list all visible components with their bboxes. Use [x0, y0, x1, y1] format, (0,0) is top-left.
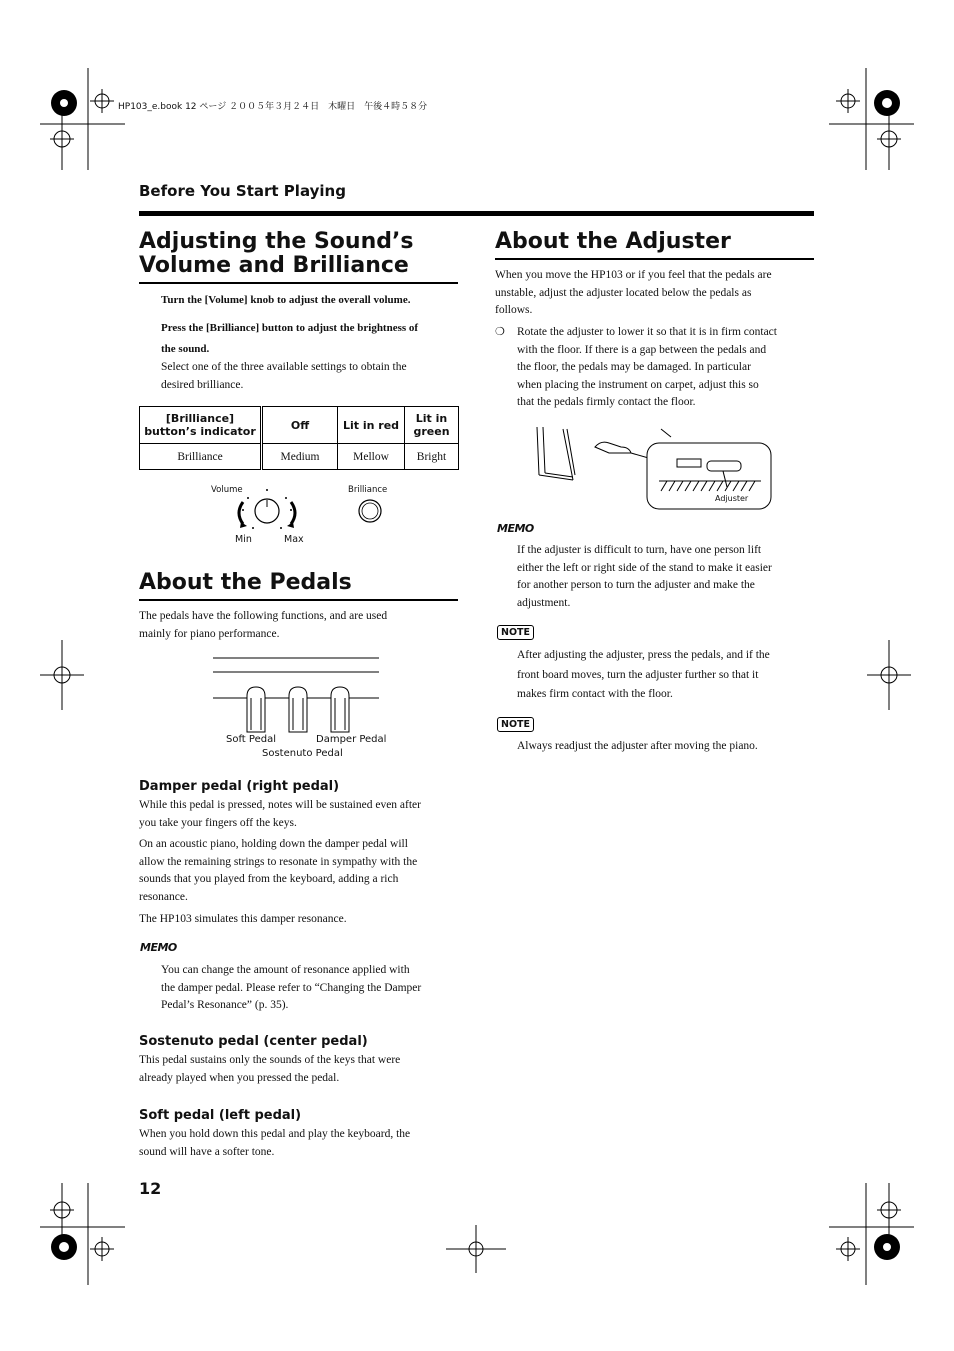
damper-p2-line4: resonance. [139, 890, 188, 903]
adjuster-figure [535, 425, 775, 515]
adjuster-memo-line2: either the left or right side of the stand to make it easier [517, 561, 772, 574]
section-header: Before You Start Playing [139, 182, 346, 200]
pedals-title-rule [139, 599, 458, 601]
table-header-green [405, 407, 459, 444]
pedals-title: About the Pedals [139, 570, 352, 595]
volume-step2-line1: Press the [Brilliance] button to adjust the brightness of [161, 322, 419, 334]
table-header-off: Off [262, 407, 338, 444]
volume-step2-line2: the sound. [161, 343, 210, 355]
sostenuto-line2: already played when you pressed the pedal. [139, 1071, 340, 1084]
table-header-indicator-line1: [Brilliance] [165, 412, 235, 425]
adjuster-bullet-text [517, 324, 777, 412]
table-header-green-line1: Lit in [415, 412, 448, 425]
brilliance-label: Brilliance [348, 485, 388, 495]
damper-pedal-label: Damper Pedal [316, 734, 387, 745]
adjuster-intro [495, 267, 772, 320]
pedals-intro-line2: mainly for piano performance. [139, 627, 280, 640]
adjuster-intro-line2: unstable, adjust the adjuster located below the pedals as [495, 286, 752, 299]
adjuster-bullet-icon: ❍ [495, 326, 505, 338]
damper-p1-line1: While this pedal is pressed, notes will be sustained even after [139, 799, 421, 811]
note1-badge: NOTE [497, 625, 534, 640]
print-header: HP103_e.book 12 ページ ２００５年３月２４日 木曜日 午後４時５８分 [118, 102, 428, 112]
damper-p1-line2: you take your fingers off the keys. [139, 816, 297, 829]
pedals-drawing [210, 652, 390, 737]
section-rule [139, 211, 814, 216]
sostenuto-line1: This pedal sustains only the sounds of the keys that were [139, 1054, 401, 1066]
damper-p1 [139, 797, 421, 832]
sostenuto-pedal-label: Sostenuto Pedal [262, 748, 343, 759]
adjuster-memo-icon: MEMO [497, 522, 534, 535]
volume-title-line2: Volume and Brilliance [139, 253, 409, 278]
volume-note [161, 359, 407, 394]
note1-line3: makes firm contact with the floor. [517, 688, 673, 700]
volume-label: Volume [211, 485, 243, 495]
volume-brilliance-figure [205, 482, 405, 552]
damper-p2-line1: On an acoustic piano, holding down the damper pedal will [139, 838, 408, 850]
adjuster-intro-line3: follows. [495, 304, 533, 317]
adjuster-title-rule [495, 258, 814, 260]
soft-line1: When you hold down this pedal and play the keyboard, the [139, 1128, 411, 1140]
damper-memo-line3: Pedal’s Resonance” (p. 35). [161, 999, 289, 1012]
damper-p2-line2: allow the remaining strings to resonate in sympathy with the [139, 855, 418, 868]
note1-text [517, 646, 770, 705]
soft-heading: Soft pedal (left pedal) [139, 1108, 302, 1123]
note1-line1: After adjusting the adjuster, press the pedals, and if the [517, 649, 770, 661]
damper-heading: Damper pedal (right pedal) [139, 779, 340, 794]
sostenuto-text [139, 1052, 400, 1087]
table-row-label: Brilliance [140, 444, 262, 470]
soft-text [139, 1126, 410, 1161]
brilliance-table [139, 406, 459, 470]
table-cell-medium: Medium [262, 444, 338, 470]
damper-memo-text [161, 962, 421, 1015]
damper-p3: The HP103 simulates this damper resonance. [139, 913, 347, 925]
adjuster-bullet-line4: when placing the instrument on carpet, adjust this so [517, 378, 759, 391]
adjuster-bullet-line2: with the floor. If there is a gap between the pedals and [517, 343, 767, 356]
adjuster-bullet-line3: the floor, the pedals may be damaged. In particular [517, 361, 751, 374]
table-header-red: Lit in red [338, 407, 405, 444]
pedals-intro [139, 608, 387, 643]
adjuster-memo-line4: adjustment. [517, 596, 571, 609]
soft-pedal-label: Soft Pedal [226, 734, 276, 745]
soft-line2: sound will have a softer tone. [139, 1145, 275, 1158]
note2-text: Always readjust the adjuster after moving the piano. [517, 740, 758, 752]
pedals-figure [210, 652, 390, 764]
note2-badge: NOTE [497, 717, 534, 732]
volume-note-line1: Select one of the three available settings to obtain the [161, 361, 407, 373]
volume-note-line2: desired brilliance. [161, 378, 244, 391]
adjuster-intro-line1: When you move the HP103 or if you feel that the pedals are [495, 269, 772, 281]
note1-line2: front board moves, turn the adjuster further so that it [517, 668, 759, 681]
volume-title [139, 230, 413, 278]
pedals-intro-line1: The pedals have the following functions, and are used [139, 610, 388, 622]
table-cell-mellow: Mellow [338, 444, 405, 470]
page-number: 12 [139, 1179, 162, 1198]
table-header-indicator-line2: button’s indicator [144, 425, 256, 438]
damper-memo-line2: the damper pedal. Please refer to “Changing the Damper [161, 981, 422, 994]
adjuster-memo-line3: for another person to turn the adjuster and make the [517, 579, 755, 592]
damper-p2 [139, 836, 417, 906]
table-header-indicator [140, 407, 262, 444]
sostenuto-heading: Sostenuto pedal (center pedal) [139, 1034, 368, 1049]
table-header-green-line2: green [413, 425, 450, 438]
adjuster-fig-label: Adjuster [715, 494, 749, 503]
volume-title-rule [139, 282, 458, 284]
damper-p2-line3: sounds that you played from the keyboard, adding a rich [139, 873, 399, 886]
volume-step1: Turn the [Volume] knob to adjust the overall volume. [161, 294, 411, 306]
damper-memo-icon: MEMO [140, 941, 177, 954]
volume-title-line1: Adjusting the Sound’s [139, 229, 414, 254]
adjuster-title: About the Adjuster [495, 229, 731, 254]
adjuster-bullet-line5: that the pedals firmly contact the floor. [517, 396, 696, 409]
volume-step2 [161, 318, 418, 360]
adjuster-bullet-line1: Rotate the adjuster to lower it so that it is in firm contact [517, 326, 777, 338]
table-cell-bright: Bright [405, 444, 459, 470]
min-label: Min [235, 534, 252, 545]
max-label: Max [284, 534, 304, 545]
adjuster-memo-text [517, 542, 772, 612]
damper-memo-line1: You can change the amount of resonance applied with [161, 964, 410, 976]
adjuster-memo-line1: If the adjuster is difficult to turn, have one person lift [517, 544, 762, 556]
